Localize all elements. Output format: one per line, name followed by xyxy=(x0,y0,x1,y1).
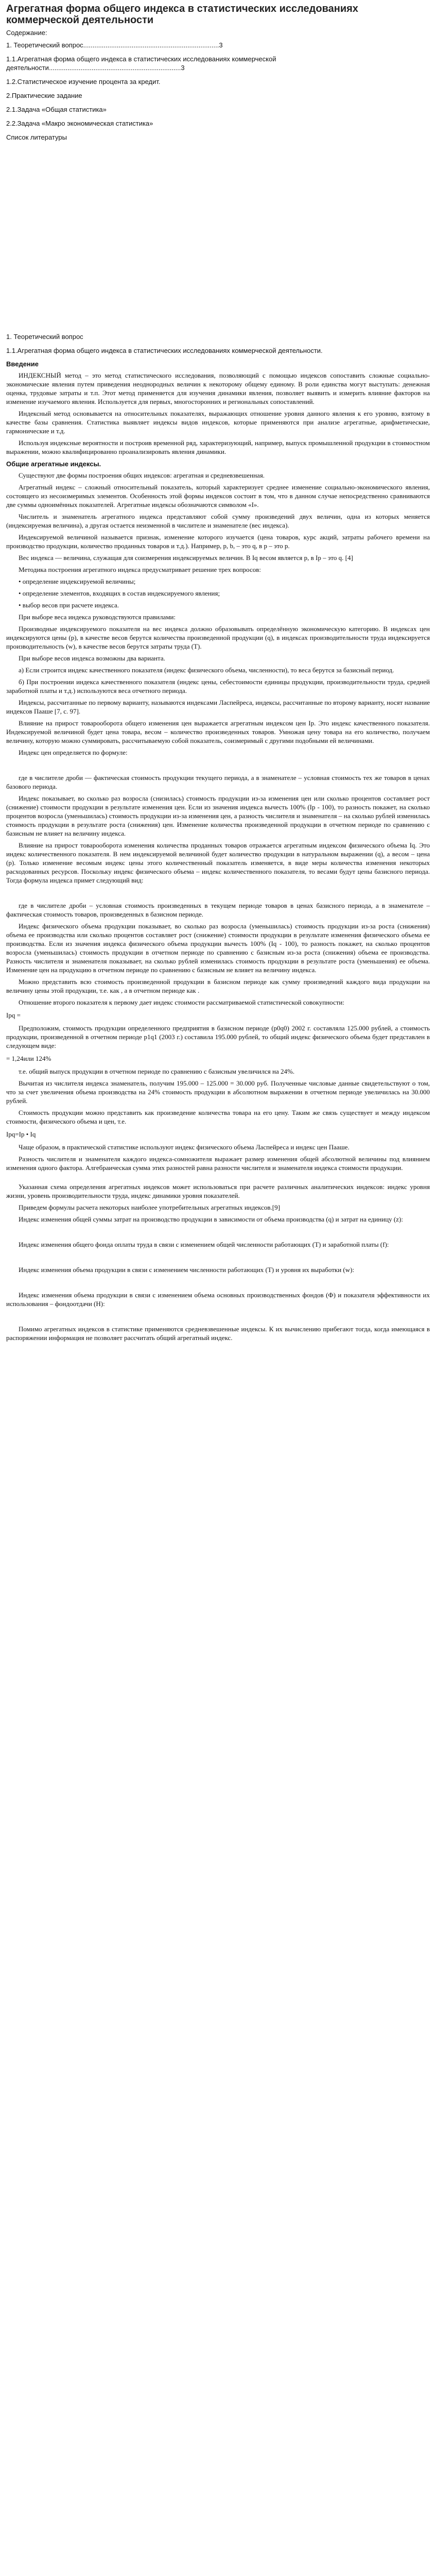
paragraph: Агрегатный индекс – сложный относительный показатель, который характеризует среднее изменение социально-экономического явления, состоящего из несоизмеримых элементов. Особенность этой формы индексов состоит в том, что в данном случае непосредственно сравниваются две суммы одноимённых показателей. Агрегатные индексы обозначаются символом «I». xyxy=(6,483,430,509)
paragraph: Индекс изменения объема продукции в связи с изменением объема основных производственных фондов (Ф) и показателя эффективности их использования – фондоотдачи (H): xyxy=(6,1291,430,1308)
toc-item: 1. Теоретический вопрос.........................................................................3 xyxy=(6,41,223,49)
agg-heading: Общие агрегатные индексы. xyxy=(6,460,101,468)
page-title: Агрегатная форма общего индекса в статистических исследованиях коммерческой деятельности xyxy=(6,3,358,26)
paragraph: Предположим, стоимость продукции определенного предприятия в базисном периоде (p0q0) 2002 г. составляла 125.000 рублей, а стоимость продукции, произведенной в отчетном периоде p1q1 (2003 г.) составила 195.000 рублей, то общий индекс физического объема будет представлен в следующем виде: xyxy=(6,1024,430,1049)
paragraph: Существуют две формы построения общих индексов: агрегатная и средневзвешенная. xyxy=(19,471,265,479)
paragraph: Вычитая из числителя индекса знаменатель, получим 195.000 – 125.000 = 30.000 руб. Полученные числовые данные свидетельствуют о том, что за счет увеличения объема производства на 24% стоимость продукции в абсолютном выражении в отчетном периоде увеличилась на 30.000 рублей. xyxy=(6,1079,430,1105)
paragraph: Помимо агрегатных индексов в статистике применяются средневзвешенные индексы. К их вычислению прибегают тогда, когда имеющаяся в распоряжении информация не позволяет рассчитать общий агрегатный индекс. xyxy=(6,1325,430,1342)
paragraph: Стоимость продукции можно представить как произведение количества товара на его цену. Таким же связь существует и между индексом стоимости, физического объема и цен, т.е. xyxy=(6,1109,430,1125)
formula-placeholder xyxy=(6,888,430,901)
formula: Ipq = xyxy=(6,1011,21,1019)
paragraph: Приведем формулы расчета некоторых наиболее употребительных агрегатных индексов.[9] xyxy=(19,1204,280,1211)
paragraph: Методика построения агрегатного индекса предусматривает решение трех вопросов: xyxy=(19,566,261,573)
paragraph: Можно представить всю стоимость произведенной продукции в базисном периоде как сумму произведений каждого вида продукции на величину цены этой продукции, т.е. как , а в отчетном периоде как . xyxy=(6,978,430,994)
section-heading: 1.1.Агрегатная форма общего индекса в статистических исследованиях коммерческой деятельности. xyxy=(6,347,323,354)
paragraph: Влияние на прирост товарооборота изменения количества проданных товаров отражается агрегатным индексом физического объема Iq. Это индекс количественного показателя. В нем индексируемой величиной будет количество продукции в натуральном выражении (q), а весом – цена (p). Только изменение весомым индекс цены этого количественный показатель изменяется, в виде меры количества изменения некоторых расходованных ресурсов. Поскольку индекс физического объема – индекс количественного показателя, то весами будут цены базисного периода. Тогда формула индекса примет следующий вид: xyxy=(6,841,430,884)
paragraph: б) При построении индекса качественного показателя (индекс цены, себестоимости единицы продукции, производительности труда, средней заработной платы и т.д.) используются веса отчетного периода. xyxy=(6,678,430,694)
paragraph: Используя индексные вероятности и построив временной ряд, характеризующий, например, выпуск промышленной продукции в стоимостном выражении, можно квалифицированно проанализировать явления динамики. xyxy=(6,439,430,455)
paragraph: Индексный метод основывается на относительных показателях, выражающих отношение уровня данного явления к его уровню, взятому в качестве базы сравнения. Статистика выявляет индексы видов индексов, которые применяются при анализе агрегатные, арифметические, гармонические и т.д. xyxy=(6,410,430,435)
paragraph: Отношение второго показателя к первому дает индекс стоимости рассматриваемой статистической совокупности: xyxy=(19,998,345,1006)
paragraph: Индекс показывает, во сколько раз возросла (снизилась) стоимость продукции из-за изменения цен или сколько процентов составляет рост (снижение) стоимости продукции в результате изменения цен. Если из значения индекса вычесть 100% (Ip - 100), то разность покажет, на сколько процентов возросла (уменьшилась) стоимость продукции из-за изменения цен, а разность числителя и знаменателя – на сколько рублей изменилась стоимость продукции в результате роста (снижения) цен. Изменение количества произведенной продукции в отчетном периоде по сравнению с базисным не влияет на величину индекса. xyxy=(6,794,430,837)
paragraph: Индекс изменения общей суммы затрат на производство продукции в зависимости от объема производства (q) и затрат на единицу (z): xyxy=(19,1215,403,1223)
paragraph: Числитель и знаменатель агрегатного индекса представляют собой сумму произведений двух величин, одна из которых меняется (индексируемая величина), а другая остается неизменной в числителе и знаменателе (вес индекса). xyxy=(6,513,430,529)
paragraph: Индекс физического объема продукции показывает, во сколько раз возросла (уменьшилась) стоимость продукции из-за роста (снижения) объема ее производства или сколько процентов составляет рост (снижение) стоимости продукции в результате изменения физического объема ее производства. Если из значения индекса физического объема продукции вычесть 100% (Iq - 100), то разность покажет, на сколько процентов возросла (уменьшилась) стоимость продукции в отчетном периоде по сравнению с базисным из-за роста (снижения) объема ее производства. Разность числителя и знаменателя показывает, на сколько рублей изменилась стоимость продукции в результате роста (уменьшения) ее объема. Изменение цен на продукцию в отчетном периоде по сравнению с базисным не влияет на величину индекса. xyxy=(6,922,430,974)
paragraph: a) Если строится индекс качественного показателя (индекс физического объема, численности), то веса берутся за базисный период. xyxy=(19,666,394,674)
paragraph: При выборе весов индекса возможны два варианта. xyxy=(19,654,165,662)
paragraph: Влияние на прирост товарооборота общего изменения цен выражается агрегатным индексом цен Ip. Это индекс качественного показателя. Индексируемой величиной будет цена товара, весом – количество произведенных товаров. Умножая цену товара на его количество, получаем величину, которую можно суммировать, рассчитываемую собой показатель, соизмеримый с другими подобными ей величинами. xyxy=(6,719,430,744)
list-item: • определение индексируемой величины; xyxy=(19,578,136,585)
toc-item: 2.1.Задача «Общая статистика» xyxy=(6,106,107,113)
paragraph: При выборе веса индекса руководствуются правилами: xyxy=(19,613,176,621)
paragraph: Индекс изменения объема продукции в связи с изменением численности работающих (Т) и уровня их выработки (w): xyxy=(19,1266,355,1274)
toc-item: 1.1.Агрегатная форма общего индекса в статистических исследованиях коммерческой деятельности.......................................................................3 xyxy=(6,55,276,72)
list-item: • выбор весов при расчете индекса. xyxy=(19,601,119,609)
paragraph: Разность числителя и знаменателя каждого индекса-сомножителя выражает размер изменения общей абсолютной величины под влиянием изменения одного фактора. Алгебраическая сумма этих разностей равна разности числителя и знаменателя индекса стоимости продукции. xyxy=(6,1155,430,1172)
toc-item: 2.Практические задание xyxy=(6,92,82,99)
formula: Ipq=Ip • Iq xyxy=(6,1130,36,1138)
paragraph: т.е. общий выпуск продукции в отчетном периоде по сравнению с базисным увеличился на 24%. xyxy=(19,1067,295,1075)
paragraph: Указанная схема определения агрегатных индексов может использоваться при расчете различных аналитических индексов: индекс уровня жизни, уровень производительности труда, индекс динамики уровня показателей. xyxy=(6,1183,430,1199)
paragraph: Индекс изменения общего фонда оплаты труда в связи с изменением общей численности работающих (Т) и заработной платы (f): xyxy=(19,1241,389,1248)
paragraph: где в числителе дроби – условная стоимость произведенных в текущем периоде товаров в ценах базисного периода, а в знаменателе – фактическая стоимость товаров, произведенных в базисном периоде. xyxy=(6,902,430,918)
paragraph: где в числителе дроби — фактическая стоимость продукции текущего периода, а в знаменателе – условная стоимость тех же товаров в ценах базового периода. xyxy=(6,774,430,790)
paragraph: Индексы, рассчитанные по первому варианту, называются индексами Ласпейреса, индексы, рассчитанные по второму варианту, носят название индексов Пааше [7, с. 97]. xyxy=(6,699,430,715)
list-item: • определение элементов, входящих в состав индексируемого явления; xyxy=(19,589,220,597)
section-heading: 1. Теоретический вопрос xyxy=(6,333,83,341)
toc-item: 2.2.Задача «Макро экономическая статистика» xyxy=(6,120,153,127)
paragraph: Индексируемой величиной называется признак, изменение которого изучается (цена товаров, курс акций, затраты рабочего времени на производство продукции, количество проданных товаров и т.д.). Например, p, b, – это q, в p – это p. xyxy=(6,533,430,550)
formula: = 1,24или 124% xyxy=(6,1055,51,1062)
paragraph: ИНДЕКСНЫЙ метод – это метод статистического исследования, позволяющий с помощью индексов сопоставить сложные социально-экономические явления путем приведения неоднородных величин к некоторому общему единому. В роли единства могут выступать: денежная оценка, трудовые затраты и т.п. Этот метод применяется для изучения динамики явления, позволяет выявить и измерить влияние факторов на изменение изучаемого явления. Используется для первых, многосторонних и региональных сопоставлений. xyxy=(6,371,430,405)
intro-heading: Введение xyxy=(6,360,39,368)
toc-heading: Содержание: xyxy=(6,29,47,37)
paragraph: Чаще образом, в практической статистике используют индекс физического объема Ласпейреса и индекс цен Пааше. xyxy=(19,1143,350,1151)
toc-item: 1.2.Статистическое изучение процента за кредит. xyxy=(6,78,161,86)
toc xyxy=(6,41,430,142)
toc-item: Список литературы xyxy=(6,133,67,141)
paragraph: Вес индекса — величина, служащая для соизмерения индексируемых величин. В Iq весом является p, в Ip – это q. [4] xyxy=(19,554,353,562)
paragraph: Производные индексируемого показателя на вес индекса должно образовывать определённую экономическую категорию. В индексах цен индексируются цены (р), в качестве весов берутся количества произведенной продукции (q), в индексах производительности труда индексируется производительность (w), в качестве весов берутся затраты труда (Т). xyxy=(6,625,430,650)
formula-placeholder xyxy=(6,760,430,773)
paragraph: Индекс цен определяется по формуле: xyxy=(19,749,128,756)
